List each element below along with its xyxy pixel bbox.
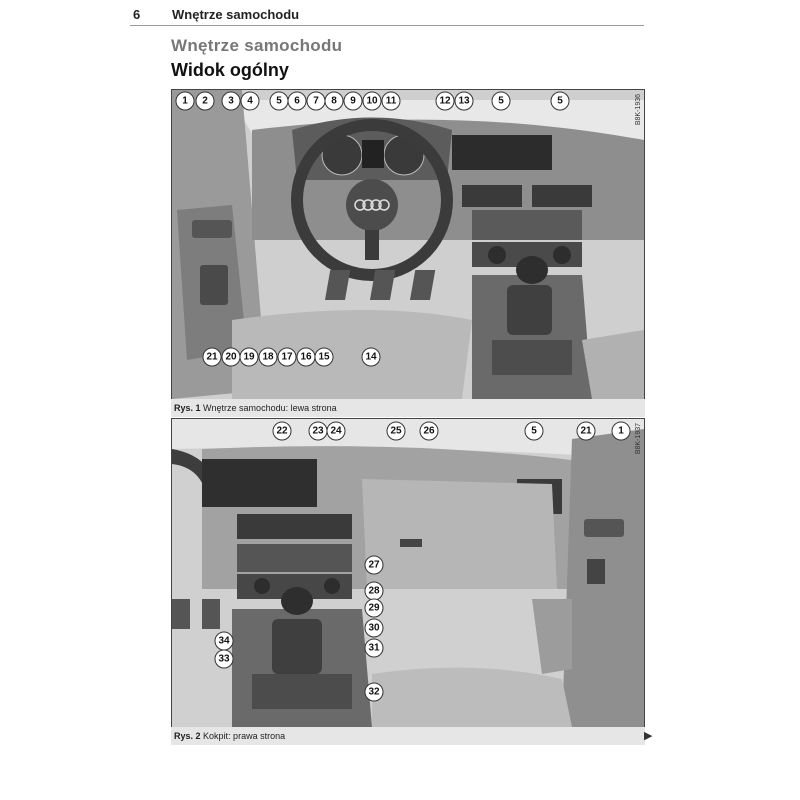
cockpit-right-illustration xyxy=(172,419,644,727)
callout-1: 1 xyxy=(176,92,195,111)
figure-code: B8K-1936 xyxy=(635,94,642,126)
callout-17: 17 xyxy=(278,348,297,367)
callout-14: 14 xyxy=(362,348,381,367)
callout-6: 6 xyxy=(288,92,307,111)
figure-interior-left xyxy=(171,89,645,400)
callout-27: 27 xyxy=(365,556,384,575)
figure-cockpit-right xyxy=(171,418,645,728)
callout-3: 3 xyxy=(222,92,241,111)
next-page-arrow-icon[interactable]: ▶ xyxy=(644,730,653,742)
callout-10: 10 xyxy=(363,92,382,111)
callout-12: 12 xyxy=(436,92,455,111)
callout-30: 30 xyxy=(365,619,384,638)
running-header: Wnętrze samochodu xyxy=(172,7,300,22)
caption-text: Wnętrze samochodu: lewa strona xyxy=(203,403,337,413)
callout-20: 20 xyxy=(222,348,241,367)
callout-15: 15 xyxy=(315,348,334,367)
callout-7: 7 xyxy=(307,92,326,111)
callout-23: 23 xyxy=(309,422,328,441)
subsection-title: Widok ogólny xyxy=(171,60,289,80)
callout-28: 28 xyxy=(365,582,384,601)
callout-33: 33 xyxy=(215,650,234,669)
callout-31: 31 xyxy=(365,639,384,658)
callout-5c: 5 xyxy=(551,92,570,111)
callout-5: 5 xyxy=(525,422,544,441)
callout-13: 13 xyxy=(455,92,474,111)
caption-text: Kokpit: prawa strona xyxy=(203,731,286,741)
callout-24: 24 xyxy=(327,422,346,441)
section-title: Wnętrze samochodu xyxy=(171,36,343,55)
header-rule xyxy=(130,25,644,26)
callout-5b: 5 xyxy=(492,92,511,111)
callout-8: 8 xyxy=(325,92,344,111)
figure-code: B8K-1937 xyxy=(635,423,642,455)
callout-16: 16 xyxy=(297,348,316,367)
callout-25: 25 xyxy=(387,422,406,441)
caption-label: Rys. 2 xyxy=(174,731,201,741)
page-number: 6 xyxy=(133,7,141,22)
callout-34: 34 xyxy=(215,632,234,651)
callout-18: 18 xyxy=(259,348,278,367)
callout-19: 19 xyxy=(240,348,259,367)
callout-21: 21 xyxy=(577,422,596,441)
callout-9: 9 xyxy=(344,92,363,111)
callout-29: 29 xyxy=(365,599,384,618)
figure-1-caption xyxy=(171,399,645,417)
callout-32: 32 xyxy=(365,683,384,702)
callout-22: 22 xyxy=(273,422,292,441)
callout-2: 2 xyxy=(196,92,215,111)
callout-4: 4 xyxy=(241,92,260,111)
callout-5: 5 xyxy=(270,92,289,111)
callout-1: 1 xyxy=(612,422,631,441)
callout-11: 11 xyxy=(382,92,401,111)
callout-26: 26 xyxy=(420,422,439,441)
callout-21: 21 xyxy=(203,348,222,367)
caption-label: Rys. 1 xyxy=(174,403,201,413)
figure-2-caption xyxy=(171,727,645,745)
